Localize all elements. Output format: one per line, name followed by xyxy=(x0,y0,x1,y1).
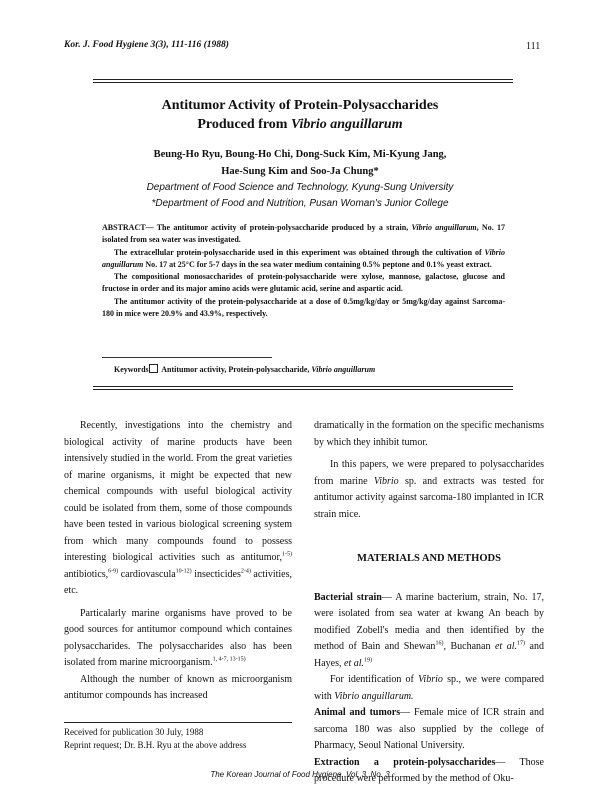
abstract-para-4: The antitumor activity of the protein-polysaccharide at a dose of 0.5mg/kg/day or 5mg/kg/day against Sarcoma-180 in mice were 20.9% and 43.9%, respectively. xyxy=(102,296,505,319)
checkbox-icon xyxy=(149,364,158,373)
top-rule-2 xyxy=(93,82,513,83)
abstract-para-2: The extracellular protein-polysaccharide used in this experiment was obtained through the cultivation of Vibrio anguillarum No. 17 at 25°C for 5-7 days in the sea water medium containing 0.5% peptone and 0.1% yeast extract. xyxy=(102,247,505,269)
author-list xyxy=(0,146,600,180)
left-column xyxy=(64,418,292,705)
paper-title xyxy=(0,96,600,134)
abstract-para-1: ABSTRACT— The antitumor activity of protein-polysaccharide produced by a strain, Vibrio anguillarum, No. 17 isolated from sea water was investigated. xyxy=(102,223,505,245)
keywords: Keywords Antitumor activity, Protein-polysaccharide, Vibrio anguillarum xyxy=(114,365,376,374)
title-line-1: Antitumor Activity of Protein-Polysaccharides xyxy=(161,98,439,113)
footnote-reprint: Reprint request; Dr. B.H. Ryu at the above address xyxy=(64,740,247,750)
abstract-para-3: The compositional monosaccharides of protein-polysaccharide were xylose, mannose, galactose, glucose and fructose in order and its major amino acids were glutamic acid, serine and aspartic acid. xyxy=(102,272,505,294)
journal-citation: Kor. J. Food Hygiene 3(3), 111-116 (1988) xyxy=(64,40,229,50)
keywords-label: Keywords xyxy=(114,365,149,374)
abstract xyxy=(102,222,505,320)
bottom-rule-1 xyxy=(93,386,513,387)
intro-para-3: Although the number of known as microorganism antitumor compounds has increased xyxy=(64,673,292,701)
affiliation-1: Department of Food Science and Technology, Kyung-Sung University xyxy=(146,182,454,193)
intro-continued: dramatically in the formation on the specific mechanisms by which they inhibit tumor. xyxy=(314,420,544,448)
bottom-rule-2 xyxy=(93,389,513,390)
title-line-2: Produced from Vibrio anguillarum xyxy=(197,117,403,132)
bacterial-strain-para: Bacterial strain— A marine bacterium, strain, No. 17, were isolated from sea water at kwang An beach by modified Zobell's media and then identified by the method of Bain and Shewan$^{16)}$, Buchanan et al.$^{17)}$ and Hayes, et al.$^{19)}$ xyxy=(314,591,544,669)
abstract-divider xyxy=(102,357,272,358)
affiliation-2: *Department of Food and Nutrition, Pusan Woman's Junior College xyxy=(151,198,449,209)
section-heading: MATERIALS AND METHODS xyxy=(357,553,501,564)
intro-para-2: Particalarly marine organisms have proved to be good sources for antitumor compound which containes polysaccharides. The polysaccharides also has been isolated from marine microorganism.$^{1, 4-7, 13-15)}$ xyxy=(64,607,292,668)
top-rule-1 xyxy=(93,79,513,80)
page-number: 111 xyxy=(526,41,541,52)
affiliations xyxy=(0,180,600,212)
authors-line-1: Beung-Ho Ryu, Boung-Ho Chi, Dong-Suck Kim, Mi-Kyung Jang, xyxy=(153,149,447,160)
footnote-received: Received for publication 30 July, 1988 xyxy=(64,727,204,737)
right-column xyxy=(314,418,544,788)
identification-para: For identification of Vibrio sp., we were compared with Vibrio anguillarum. xyxy=(314,674,544,702)
authors-line-2: Hae-Sung Kim and Soo-Ja Chung* xyxy=(221,166,379,177)
intro-para-1: Recently, investigations into the chemistry and biological activity of marine products have been intensively studied in the world. From the great varieties of marine organisms, it might be expected that new chemical compounds with useful biological activity could be isolated from them, some of those compounds have been tested in various biological screening system from which many compounds found to possess interesting biological activities such as antitumor,$^{1-5)}$ antibiotics,$^{6-9)}$ cardiovascula$^{10-12)}$ insecticides$^{2-4)}$ activities, etc. xyxy=(64,420,292,596)
title-organism: Vibrio anguillarum xyxy=(290,117,403,132)
animal-tumor-para: Animal and tumors— Female mice of ICR strain and sarcoma 180 was also supplied by the college of Pharmacy, Seoul National University. xyxy=(314,707,544,751)
intro-para-4: In this papers, we were prepared to polysaccharides from marine Vibrio sp. and extracts was tested for antitumor activity against sarcoma-180 implanted in ICR strain mice. xyxy=(314,459,544,520)
footnote-rule xyxy=(64,722,292,723)
journal-footer: The Korean Journal of Food Hygiene, Vol. 3, No. 3 xyxy=(210,770,390,779)
footnote xyxy=(64,726,246,752)
extraction-para: Extraction a protein-polysaccharides— Those procedure were performed by the method of Oku- xyxy=(314,756,544,784)
